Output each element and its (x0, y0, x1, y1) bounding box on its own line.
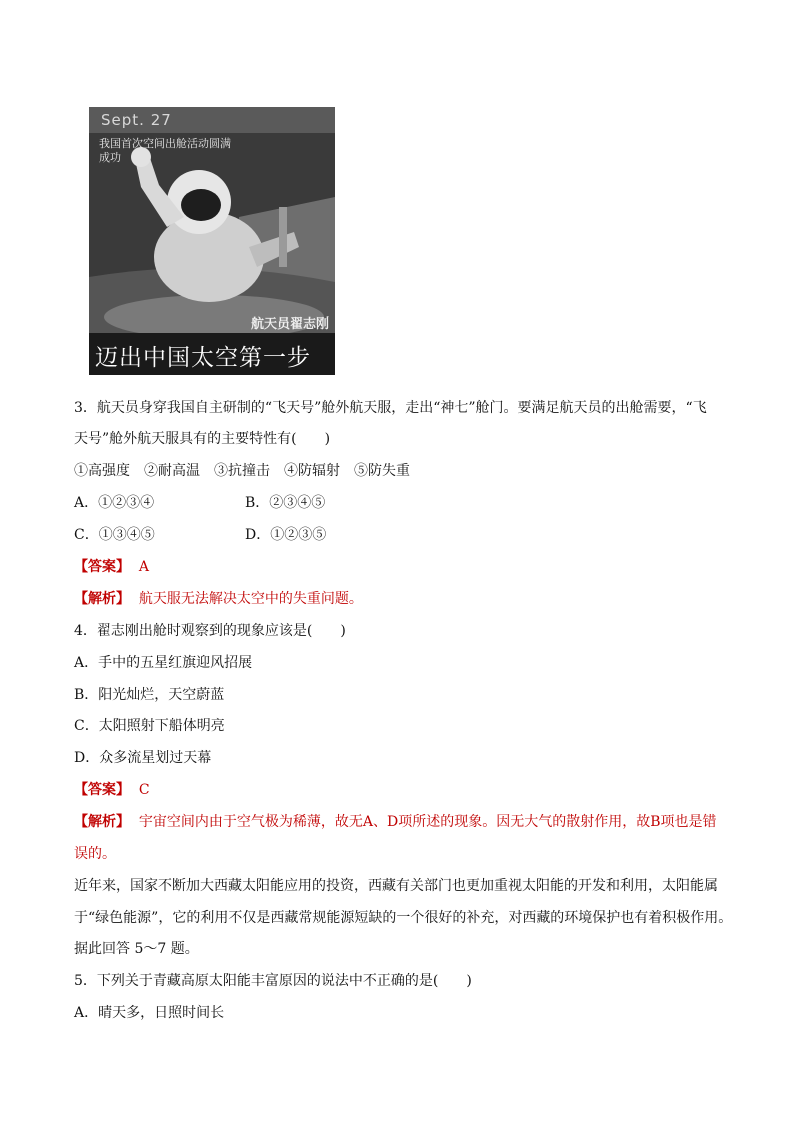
q3-items: ①高强度 ②耐高温 ③抗撞击 ④防辐射 ⑤防失重 (74, 463, 410, 479)
q5-stem: 5．下列关于青藏高原太阳能丰富原因的说法中不正确的是( ) (74, 973, 472, 989)
q4-option-d: D．众多流星划过天幕 (74, 750, 212, 766)
passage-line2: 于“绿色能源”，它的利用不仅是西藏常规能源短缺的一个很好的补充，对西藏的环境保护也有着积极作用。 (74, 910, 733, 926)
q4-answer (74, 781, 150, 799)
q4-stem: 4．翟志刚出舱时观察到的现象应该是( ) (74, 623, 346, 639)
photo-date: Sept. 27 (101, 111, 172, 129)
photo-caption: 我国首次空间出舱活动圆满成功 (99, 137, 231, 164)
q4-analysis-text1: 宇宙空间内由于空气极为稀薄，故无A、D项所述的现象。因无大气的散射作用，故B项也是错 (138, 814, 717, 830)
q4-analysis-label: 【解析】 (74, 814, 130, 830)
q3-answer-value: A (138, 559, 150, 575)
q3-stem-line2: 天号”舱外航天服具有的主要特性有( ) (74, 431, 331, 447)
q5-option-a: A．晴天多，日照时间长 (74, 1005, 225, 1021)
q4-answer-label: 【答案】 (74, 782, 130, 798)
q3-analysis-text: 航天服无法解决太空中的失重问题。 (138, 591, 363, 607)
astronaut-photo (89, 107, 335, 375)
passage-line3: 据此回答 5～7 题。 (74, 941, 199, 957)
passage-line1: 近年来，国家不断加大西藏太阳能应用的投资，西藏有关部门也更加重视太阳能的开发和利用，太阳能属 (74, 878, 718, 894)
q3-answer-label: 【答案】 (74, 559, 130, 575)
q4-analysis-line2: 误的。 (74, 846, 116, 862)
photo-astronaut-name: 航天员翟志刚 (250, 317, 329, 332)
q4-option-a: A．手中的五星红旗迎风招展 (74, 655, 253, 671)
q4-option-b: B．阳光灿烂，天空蔚蓝 (74, 687, 225, 703)
photo-headline: 迈出中国太空第一步 (95, 345, 311, 371)
q4-analysis-line1 (74, 813, 717, 831)
q3-option-c: C．①③④⑤ (74, 527, 155, 543)
q3-option-b: B．②③④⑤ (245, 495, 326, 511)
q3-option-a: A．①②③④ (74, 495, 155, 511)
q3-analysis-label: 【解析】 (74, 591, 130, 607)
q4-option-c: C．太阳照射下船体明亮 (74, 718, 225, 734)
q4-answer-value: C (138, 782, 150, 798)
q3-answer (74, 558, 149, 576)
q3-analysis (74, 590, 363, 608)
q3-stem-line1: 3．航天员身穿我国自主研制的“飞天号”舱外航天服，走出“神七”舱门。要满足航天员的出舱需要，“飞 (74, 400, 707, 416)
q3-option-d: D．①②③⑤ (245, 527, 327, 543)
